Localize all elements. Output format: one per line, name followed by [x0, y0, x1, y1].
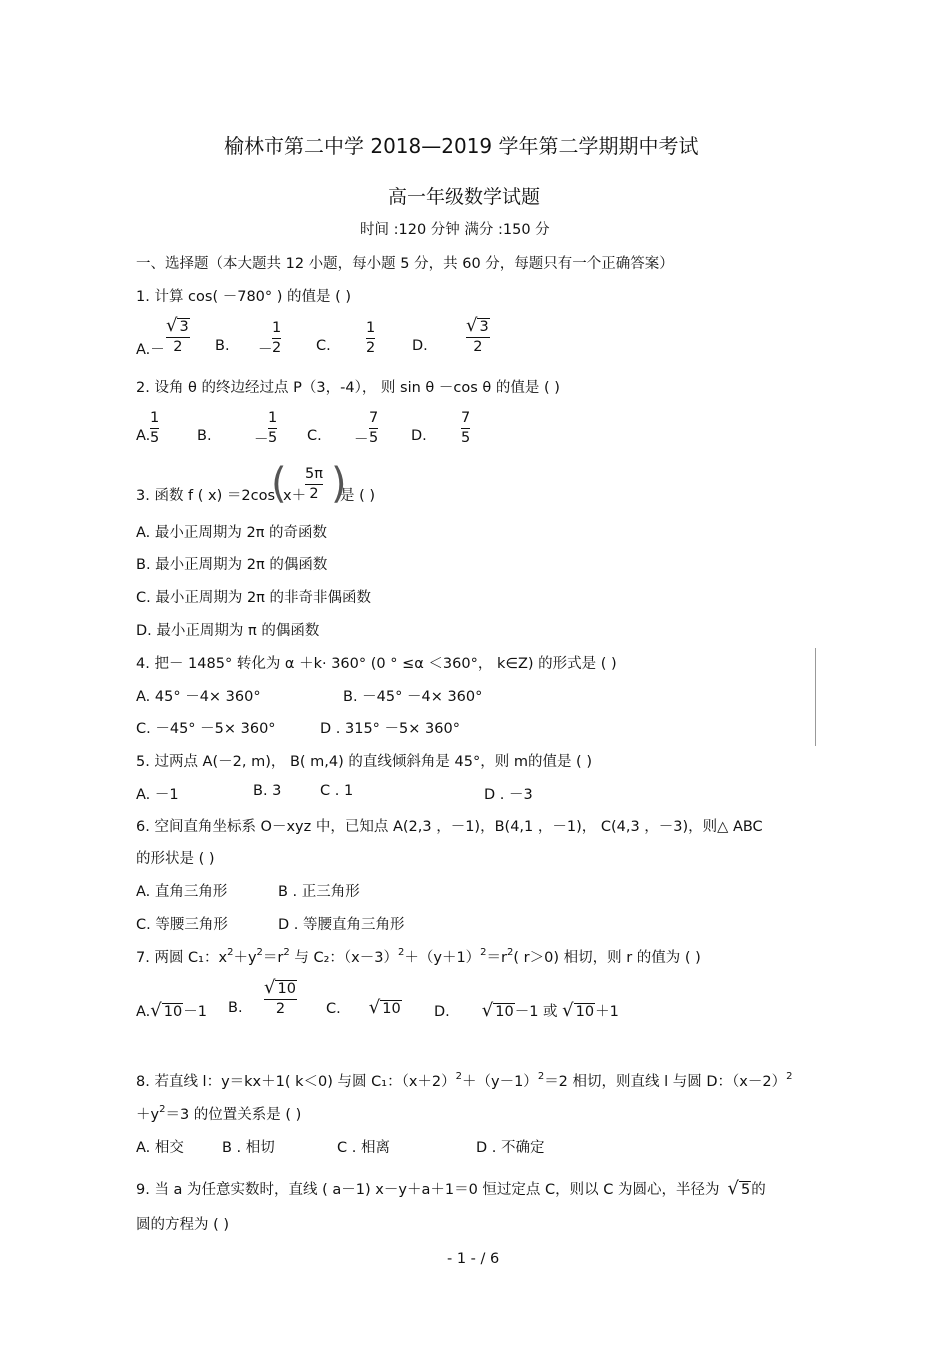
sqrt-icon: √	[150, 1000, 162, 1021]
q6-option-c: C. 等腰三角形	[136, 917, 228, 933]
left-paren-icon: (	[271, 459, 287, 509]
document-subtitle: 高一年级数学试题	[388, 186, 541, 208]
question-3-stem-suffix: 是 ( )	[340, 488, 376, 504]
sqrt-icon: √	[727, 1178, 739, 1199]
question-3-x-plus: x＋	[283, 488, 307, 504]
question-6-stem-line1: 6. 空间直角坐标系 O－xyz 中，已知点 A(2,3 ，－1)，B(4,1 ，－1)， C(4,3 ，－3)，则△ ABC	[136, 819, 763, 835]
question-9-stem-line1: 9. 当 a 为任意实数时，直线 ( a－1) x－y＋a＋1＝0 恒过定点 C，则以 C 为圆心，半径为 √ 5的	[136, 1178, 766, 1199]
q3-option-a: A. 最小正周期为 2π 的奇函数	[136, 525, 328, 541]
q2-option-d-label: D.	[411, 428, 427, 444]
q4-option-c: C. －45° －5× 360°	[136, 721, 276, 737]
question-2-stem: 2. 设角 θ 的终边经过点 P（3，-4）， 则 sin θ －cos θ 的值是 ( )	[136, 380, 560, 396]
q5-option-a: A. －1	[136, 787, 179, 803]
document-title: 榆林市第二中学 2018—2019 学年第二学期期中考试	[224, 134, 699, 158]
sqrt-icon: √	[166, 315, 178, 336]
q7-option-b-label: B.	[228, 1000, 243, 1016]
q1-option-d-label: D.	[412, 338, 428, 354]
q5-option-d: D . －3	[484, 787, 533, 803]
q7-option-d: D. √ 10－1 或 √ 10＋1	[434, 1000, 619, 1021]
sqrt-icon: √	[368, 997, 381, 1018]
question-8-stem-line2: $+y^2=3$ 的位置关系是 ( )	[136, 1104, 302, 1123]
sqrt-icon: √	[466, 315, 478, 336]
q8-option-a: A. 相交	[136, 1140, 184, 1156]
sqrt-icon: √	[264, 977, 276, 998]
q8-option-c: C . 相离	[337, 1140, 390, 1156]
q5-option-c: C . 1	[320, 783, 354, 799]
q1-option-d-fraction: √ 3 2	[466, 315, 489, 355]
q5-option-b: B. 3	[253, 783, 282, 799]
q2-option-b-fraction: 1 5	[268, 410, 278, 446]
q2-option-b-minus: －	[254, 432, 269, 448]
question-6-stem-line2: 的形状是 ( )	[136, 851, 215, 867]
exam-info: 时间 :120 分钟 满分 :150 分	[360, 222, 550, 238]
q8-option-d: D . 不确定	[476, 1140, 545, 1156]
q8-option-b: B . 相切	[222, 1140, 275, 1156]
q2-option-c-label: C.	[307, 428, 322, 444]
question-9-stem-line2: 圆的方程为 ( )	[136, 1217, 230, 1233]
question-1-stem: 1. 计算 cos( －780° ) 的值是 ( )	[136, 289, 352, 305]
sqrt-icon: √	[562, 1000, 574, 1021]
q1-option-a-fraction: √ 3 2	[166, 315, 189, 355]
q2-option-d-fraction: 7 5	[461, 410, 471, 446]
sqrt-icon: √	[481, 1000, 494, 1021]
q2-option-c-fraction: 7 5	[369, 410, 379, 446]
question-3-fraction: 5π 2	[305, 466, 323, 502]
q7-option-b-fraction: √ 10 2	[264, 977, 296, 1017]
q2-option-c-minus: －	[354, 432, 369, 448]
q2-option-b-label: B.	[197, 428, 212, 444]
q3-option-d: D. 最小正周期为 π 的偶函数	[136, 623, 320, 639]
q2-option-a-fraction: 1 5	[150, 410, 160, 446]
q2-option-a-label: A.	[136, 428, 151, 444]
q4-option-d: D . 315° －5× 360°	[320, 721, 460, 737]
q1-option-c-fraction: 1 2	[366, 320, 376, 356]
q3-option-b: B. 最小正周期为 2π 的偶函数	[136, 557, 328, 573]
question-4-stem: 4. 把－ 1485° 转化为 α ＋k· 360° (0 ° ≤α ＜360°， k∈Z) 的形式是 ( )	[136, 656, 617, 672]
question-7-stem: 7. 两圆 C₁：$x^2+y^2=r^2$ 与 C₂：$(x-3)^2+(y+1)^2=r^2$( r＞0) 相切，则 r 的值为 ( )	[136, 947, 701, 966]
right-paren-icon: )	[331, 459, 347, 509]
q6-option-a: A. 直角三角形	[136, 884, 228, 900]
q1-option-a-label: A.－	[136, 342, 165, 358]
q7-option-a: A.√ 10－1	[136, 1000, 207, 1021]
q3-option-c: C. 最小正周期为 2π 的非奇非偶函数	[136, 590, 372, 606]
q6-option-d: D . 等腰直角三角形	[278, 917, 405, 933]
page-number: - 1 - / 6	[447, 1251, 500, 1267]
section-heading: 一、选择题（本大题共 12 小题，每小题 5 分，共 60 分，每题只有一个正确答案）	[136, 256, 674, 272]
q4-option-b: B. －45° －4× 360°	[343, 689, 483, 705]
q4-option-a: A. 45° －4× 360°	[136, 689, 261, 705]
q1-option-b-label: B.	[215, 338, 230, 354]
q6-option-b: B . 正三角形	[278, 884, 360, 900]
question-3-stem-prefix: 3. 函数 f ( x) ＝2cos	[136, 488, 276, 504]
q1-option-c-label: C.	[316, 338, 331, 354]
margin-rule	[815, 648, 816, 746]
question-8-stem-line1: 8. 若直线 l：y＝kx＋1( k＜0) 与圆 C₁：$(x+2)^2+(y-1)^2=2$ 相切，则直线 l 与圆 D：$(x-2)^2$	[136, 1071, 793, 1090]
q1-option-b-fraction: 1 2	[272, 320, 282, 356]
q1-option-b-minus: －	[258, 342, 273, 358]
q7-option-c: C. √ 10	[326, 997, 401, 1018]
question-5-stem: 5. 过两点 A(－2, m)， B( m,4) 的直线倾斜角是 45°，则 m的值是 ( )	[136, 754, 592, 770]
